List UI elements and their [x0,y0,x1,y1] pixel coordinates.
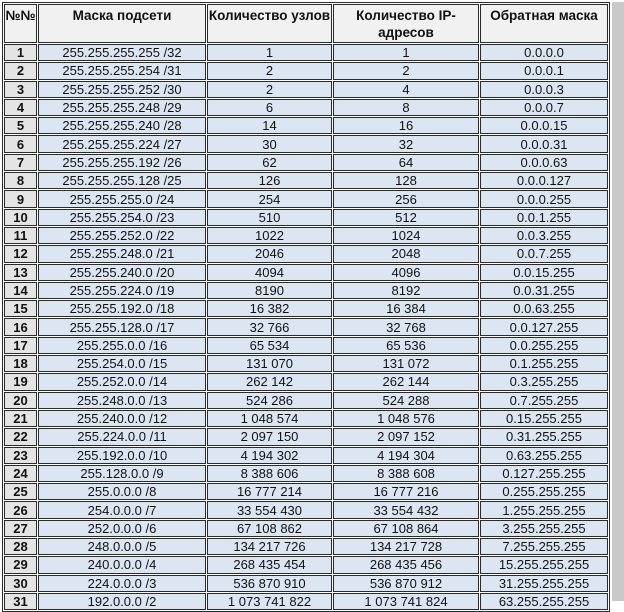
host-count-cell: 4 194 302 [207,447,332,464]
subnet-mask-cell: 255.255.255.240 /28 [38,117,206,134]
row-number-cell: 3 [4,81,37,98]
ip-count-cell: 4 194 304 [333,447,479,464]
wildcard-mask-cell: 0.0.0.7 [480,99,608,116]
row-number-cell: 2 [4,62,37,79]
ip-count-cell: 8 388 608 [333,465,479,482]
row-number-cell: 4 [4,99,37,116]
wildcard-mask-cell: 0.15.255.255 [480,410,608,427]
host-count-cell: 2 [207,62,332,79]
wildcard-mask-cell: 0.0.0.1 [480,62,608,79]
wildcard-mask-cell: 0.0.0.63 [480,154,608,171]
wildcard-mask-cell: 0.0.0.15 [480,117,608,134]
subnet-mask-cell: 255.255.255.128 /25 [38,172,206,189]
ip-count-cell: 134 217 728 [333,538,479,555]
row-number-cell: 24 [4,465,37,482]
wildcard-mask-cell: 0.127.255.255 [480,465,608,482]
table-row [4,81,608,98]
host-count-cell: 262 142 [207,373,332,390]
table-row [4,135,608,152]
column-header-host-count: Количество узлов [207,4,332,43]
subnet-mask-cell: 255.192.0.0 /10 [38,447,206,464]
subnet-mask-cell: 255.255.255.224 /27 [38,135,206,152]
table-row [4,62,608,79]
host-count-cell: 2046 [207,245,332,262]
subnet-mask-cell: 248.0.0.0 /5 [38,538,206,555]
wildcard-mask-cell: 0.0.3.255 [480,227,608,244]
subnet-mask-cell: 255.255.248.0 /21 [38,245,206,262]
wildcard-mask-cell: 7.255.255.255 [480,538,608,555]
subnet-mask-cell: 255.255.254.0 /23 [38,209,206,226]
ip-count-cell: 262 144 [333,373,479,390]
table-body [4,44,608,610]
wildcard-mask-cell: 0.63.255.255 [480,447,608,464]
ip-count-cell: 524 288 [333,392,479,409]
host-count-cell: 524 286 [207,392,332,409]
subnet-mask-cell: 255.255.255.0 /24 [38,190,206,207]
subnet-mask-cell: 255.255.240.0 /20 [38,264,206,281]
table-row [4,355,608,372]
row-number-cell: 30 [4,575,37,592]
subnet-mask-cell: 255.255.192.0 /18 [38,300,206,317]
row-number-cell: 13 [4,264,37,281]
table-row [4,501,608,518]
subnet-mask-cell: 254.0.0.0 /7 [38,501,206,518]
row-number-cell: 1 [4,44,37,61]
table-row [4,447,608,464]
host-count-cell: 536 870 910 [207,575,332,592]
host-count-cell: 16 777 214 [207,483,332,500]
ip-count-cell: 131 072 [333,355,479,372]
column-header-wildcard-mask: Обратная маска [480,4,608,43]
wildcard-mask-cell: 0.7.255.255 [480,392,608,409]
ip-count-cell: 1 073 741 824 [333,593,479,610]
table-row [4,373,608,390]
header-row [4,4,608,43]
subnet-mask-cell: 255.255.0.0 /16 [38,337,206,354]
host-count-cell: 268 435 454 [207,556,332,573]
subnet-mask-cell: 255.248.0.0 /13 [38,392,206,409]
table-row [4,44,608,61]
ip-count-cell: 2 [333,62,479,79]
ip-count-cell: 16 384 [333,300,479,317]
host-count-cell: 67 108 862 [207,520,332,537]
subnet-mask-cell: 255.240.0.0 /12 [38,410,206,427]
table-row [4,209,608,226]
host-count-cell: 126 [207,172,332,189]
subnet-mask-cell: 255.255.255.254 /31 [38,62,206,79]
wildcard-mask-cell: 0.0.0.255 [480,190,608,207]
row-number-cell: 23 [4,447,37,464]
row-number-cell: 5 [4,117,37,134]
wildcard-mask-cell: 0.0.15.255 [480,264,608,281]
wildcard-mask-cell: 0.0.1.255 [480,209,608,226]
ip-count-cell: 33 554 432 [333,501,479,518]
subnet-mask-cell: 255.224.0.0 /11 [38,428,206,445]
wildcard-mask-cell: 1.255.255.255 [480,501,608,518]
table-row [4,282,608,299]
wildcard-mask-cell: 0.0.63.255 [480,300,608,317]
table-row [4,538,608,555]
row-number-cell: 26 [4,501,37,518]
host-count-cell: 6 [207,99,332,116]
ip-count-cell: 67 108 864 [333,520,479,537]
row-number-cell: 25 [4,483,37,500]
host-count-cell: 33 554 430 [207,501,332,518]
table-row [4,392,608,409]
wildcard-mask-cell: 0.0.0.31 [480,135,608,152]
wildcard-mask-cell: 0.0.7.255 [480,245,608,262]
wildcard-mask-cell: 31.255.255.255 [480,575,608,592]
row-number-cell: 21 [4,410,37,427]
host-count-cell: 16 382 [207,300,332,317]
ip-count-cell: 4096 [333,264,479,281]
table-row [4,190,608,207]
host-count-cell: 2 [207,81,332,98]
subnet-mask-cell: 255.252.0.0 /14 [38,373,206,390]
wildcard-mask-cell: 15.255.255.255 [480,556,608,573]
ip-count-cell: 2 097 152 [333,428,479,445]
ip-count-cell: 65 536 [333,337,479,354]
table-row [4,300,608,317]
wildcard-mask-cell: 0.0.127.255 [480,318,608,335]
subnet-mask-cell: 224.0.0.0 /3 [38,575,206,592]
ip-count-cell: 32 768 [333,318,479,335]
table-row [4,227,608,244]
column-header-subnet-mask: Маска подсети [38,4,206,43]
subnet-mask-cell: 255.255.255.192 /26 [38,154,206,171]
wildcard-mask-cell: 0.1.255.255 [480,355,608,372]
host-count-cell: 1 073 741 822 [207,593,332,610]
row-number-cell: 28 [4,538,37,555]
subnet-mask-cell: 255.255.224.0 /19 [38,282,206,299]
table-row [4,264,608,281]
table-row [4,318,608,335]
host-count-cell: 2 097 150 [207,428,332,445]
ip-count-cell: 536 870 912 [333,575,479,592]
ip-count-cell: 16 [333,117,479,134]
ip-count-cell: 2048 [333,245,479,262]
subnet-mask-cell: 240.0.0.0 /4 [38,556,206,573]
ip-count-cell: 16 777 216 [333,483,479,500]
ip-count-cell: 8192 [333,282,479,299]
wildcard-mask-cell: 0.0.255.255 [480,337,608,354]
subnet-mask-table [2,2,610,612]
row-number-cell: 16 [4,318,37,335]
host-count-cell: 134 217 726 [207,538,332,555]
table-row [4,117,608,134]
background-strip [612,2,624,601]
host-count-cell: 4094 [207,264,332,281]
ip-count-cell: 32 [333,135,479,152]
host-count-cell: 510 [207,209,332,226]
subnet-mask-cell: 255.0.0.0 /8 [38,483,206,500]
table-row [4,99,608,116]
row-number-cell: 18 [4,355,37,372]
row-number-cell: 9 [4,190,37,207]
host-count-cell: 30 [207,135,332,152]
wildcard-mask-cell: 0.31.255.255 [480,428,608,445]
row-number-cell: 14 [4,282,37,299]
ip-count-cell: 128 [333,172,479,189]
table-row [4,337,608,354]
host-count-cell: 1 048 574 [207,410,332,427]
host-count-cell: 131 070 [207,355,332,372]
column-header-number: №№ [4,4,37,43]
ip-count-cell: 512 [333,209,479,226]
table-row [4,410,608,427]
column-header-ip-count: Количество IP-адресов [333,4,479,43]
host-count-cell: 8 388 606 [207,465,332,482]
row-number-cell: 11 [4,227,37,244]
table-row [4,172,608,189]
subnet-mask-cell: 255.255.255.252 /30 [38,81,206,98]
ip-count-cell: 1024 [333,227,479,244]
host-count-cell: 62 [207,154,332,171]
table-row [4,154,608,171]
ip-count-cell: 64 [333,154,479,171]
subnet-mask-cell: 192.0.0.0 /2 [38,593,206,610]
wildcard-mask-cell: 0.0.31.255 [480,282,608,299]
subnet-mask-cell: 255.255.255.255 /32 [38,44,206,61]
row-number-cell: 15 [4,300,37,317]
wildcard-mask-cell: 0.0.0.0 [480,44,608,61]
table-row [4,575,608,592]
ip-count-cell: 1 048 576 [333,410,479,427]
row-number-cell: 12 [4,245,37,262]
table-row [4,593,608,610]
subnet-mask-cell: 252.0.0.0 /6 [38,520,206,537]
subnet-mask-cell: 255.128.0.0 /9 [38,465,206,482]
ip-count-cell: 268 435 456 [333,556,479,573]
wildcard-mask-cell: 0.0.0.3 [480,81,608,98]
host-count-cell: 65 534 [207,337,332,354]
ip-count-cell: 256 [333,190,479,207]
ip-count-cell: 4 [333,81,479,98]
table-row [4,465,608,482]
table-row [4,483,608,500]
row-number-cell: 22 [4,428,37,445]
wildcard-mask-cell: 0.255.255.255 [480,483,608,500]
wildcard-mask-cell: 3.255.255.255 [480,520,608,537]
subnet-mask-cell: 255.255.128.0 /17 [38,318,206,335]
subnet-mask-cell: 255.254.0.0 /15 [38,355,206,372]
host-count-cell: 254 [207,190,332,207]
row-number-cell: 6 [4,135,37,152]
row-number-cell: 19 [4,373,37,390]
host-count-cell: 8190 [207,282,332,299]
row-number-cell: 27 [4,520,37,537]
row-number-cell: 8 [4,172,37,189]
document-page [0,2,624,610]
row-number-cell: 20 [4,392,37,409]
host-count-cell: 32 766 [207,318,332,335]
subnet-mask-cell: 255.255.255.248 /29 [38,99,206,116]
host-count-cell: 14 [207,117,332,134]
host-count-cell: 1022 [207,227,332,244]
host-count-cell: 1 [207,44,332,61]
row-number-cell: 29 [4,556,37,573]
table-row [4,520,608,537]
row-number-cell: 17 [4,337,37,354]
ip-count-cell: 1 [333,44,479,61]
subnet-mask-cell: 255.255.252.0 /22 [38,227,206,244]
table-row [4,245,608,262]
row-number-cell: 10 [4,209,37,226]
row-number-cell: 31 [4,593,37,610]
wildcard-mask-cell: 0.3.255.255 [480,373,608,390]
wildcard-mask-cell: 63.255.255.255 [480,593,608,610]
table-row [4,428,608,445]
wildcard-mask-cell: 0.0.0.127 [480,172,608,189]
table-row [4,556,608,573]
ip-count-cell: 8 [333,99,479,116]
row-number-cell: 7 [4,154,37,171]
